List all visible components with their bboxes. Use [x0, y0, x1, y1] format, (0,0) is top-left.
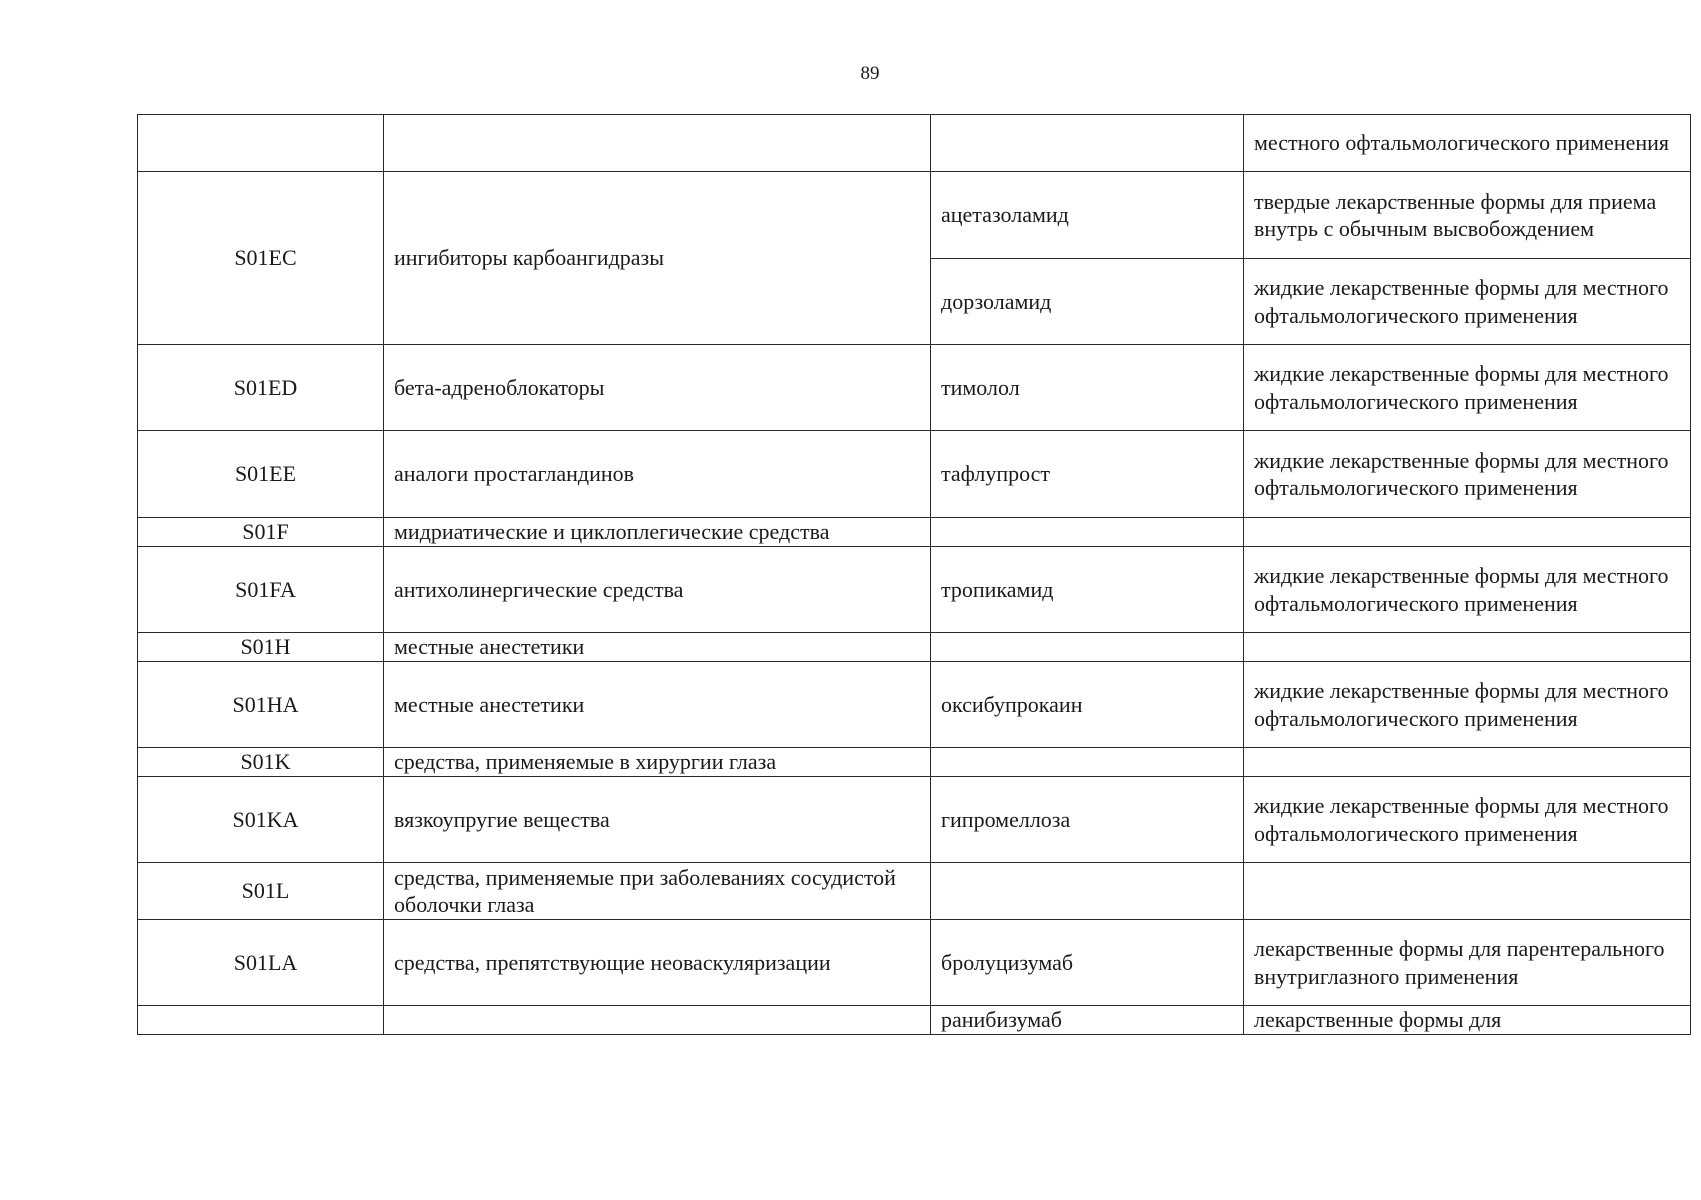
group-name-cell: бета-адреноблокаторы	[384, 345, 931, 431]
substance-cell: оксибупрокаин	[931, 662, 1244, 748]
group-name-cell	[384, 1006, 931, 1035]
substance-cell: бролуцизумаб	[931, 920, 1244, 1006]
atc-code-cell: S01K	[138, 748, 384, 777]
dosage-form-cell: жидкие лекарственные формы для местного офтальмологического применения	[1244, 431, 1691, 518]
atc-code-cell: S01EC	[138, 172, 384, 345]
table-row	[138, 547, 1691, 633]
group-name-cell: местные анестетики	[384, 662, 931, 748]
substance-cell	[931, 115, 1244, 172]
table-row	[138, 633, 1691, 662]
table-row	[138, 518, 1691, 547]
table-row	[138, 115, 1691, 172]
table-row	[138, 748, 1691, 777]
substance-cell: ацетазоламид	[931, 172, 1244, 259]
table-row	[138, 345, 1691, 431]
substance-cell: тимолол	[931, 345, 1244, 431]
table-row	[138, 1006, 1691, 1035]
substance-cell: гипромеллоза	[931, 777, 1244, 863]
group-name-cell: средства, применяемые в хирургии глаза	[384, 748, 931, 777]
dosage-form-cell	[1244, 633, 1691, 662]
dosage-form-cell: жидкие лекарственные формы для местного офтальмологического применения	[1244, 662, 1691, 748]
dosage-form-cell: жидкие лекарственные формы для местного офтальмологического применения	[1244, 547, 1691, 633]
page-number: 89	[860, 63, 880, 84]
dosage-form-cell: лекарственные формы для парентерального внутриглазного применения	[1244, 920, 1691, 1006]
substance-cell	[931, 633, 1244, 662]
group-name-cell: вязкоупругие вещества	[384, 777, 931, 863]
atc-code-cell: S01LA	[138, 920, 384, 1006]
substance-cell	[931, 748, 1244, 777]
substance-cell: тропикамид	[931, 547, 1244, 633]
dosage-form-cell	[1244, 863, 1691, 920]
dosage-form-cell: местного офтальмологического применения	[1244, 115, 1691, 172]
table-row	[138, 662, 1691, 748]
group-name-cell: аналоги простагландинов	[384, 431, 931, 518]
atc-code-cell: S01KA	[138, 777, 384, 863]
atc-code-cell	[138, 115, 384, 172]
dosage-form-cell: жидкие лекарственные формы для местного офтальмологического применения	[1244, 259, 1691, 345]
substance-cell	[931, 863, 1244, 920]
table-body	[138, 115, 1691, 1035]
dosage-form-cell: жидкие лекарственные формы для местного офтальмологического применения	[1244, 345, 1691, 431]
atc-code-cell: S01HA	[138, 662, 384, 748]
dosage-form-cell: твердые лекарственные формы для приема внутрь с обычным высвобождением	[1244, 172, 1691, 259]
atc-code-cell: S01F	[138, 518, 384, 547]
atc-code-cell	[138, 1006, 384, 1035]
atc-code-cell: S01ED	[138, 345, 384, 431]
table-row	[138, 863, 1691, 920]
group-name-cell: средства, препятствующие неоваскуляризации	[384, 920, 931, 1006]
dosage-form-cell	[1244, 518, 1691, 547]
table-row	[138, 777, 1691, 863]
group-name-cell: местные анестетики	[384, 633, 931, 662]
group-name-cell: антихолинергические средства	[384, 547, 931, 633]
dosage-form-cell: лекарственные формы для	[1244, 1006, 1691, 1035]
table-row	[138, 920, 1691, 1006]
atc-code-cell: S01FA	[138, 547, 384, 633]
substance-cell: тафлупрост	[931, 431, 1244, 518]
group-name-cell: средства, применяемые при заболеваниях сосудистой оболочки глаза	[384, 863, 931, 920]
dosage-form-cell	[1244, 748, 1691, 777]
group-name-cell: ингибиторы карбоангидразы	[384, 172, 931, 345]
group-name-cell: мидриатические и циклоплегические средства	[384, 518, 931, 547]
table-row	[138, 431, 1691, 518]
atc-code-cell: S01H	[138, 633, 384, 662]
substance-cell: ранибизумаб	[931, 1006, 1244, 1035]
substance-cell	[931, 518, 1244, 547]
drug-table	[137, 114, 1691, 1035]
atc-code-cell: S01EE	[138, 431, 384, 518]
group-name-cell	[384, 115, 931, 172]
atc-code-cell: S01L	[138, 863, 384, 920]
table-row	[138, 172, 1691, 259]
substance-cell: дорзоламид	[931, 259, 1244, 345]
dosage-form-cell: жидкие лекарственные формы для местного офтальмологического применения	[1244, 777, 1691, 863]
